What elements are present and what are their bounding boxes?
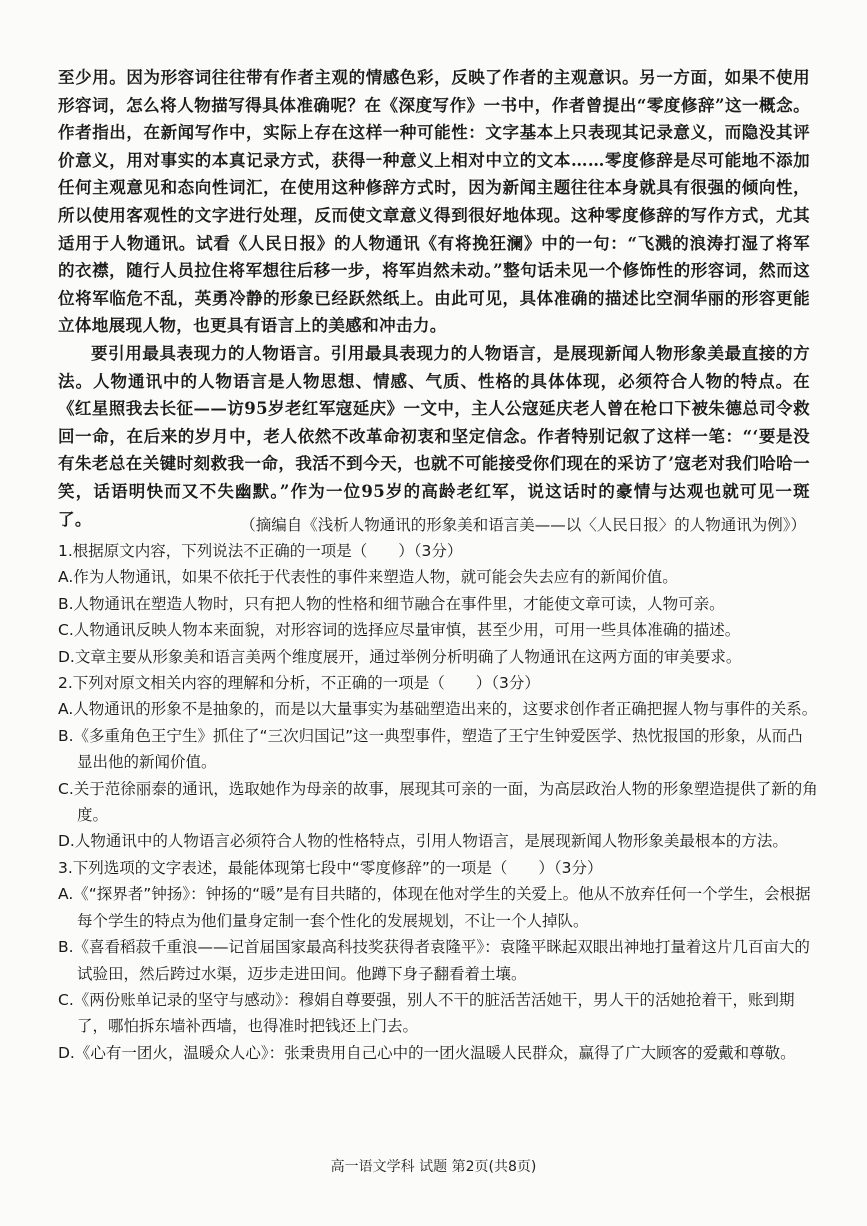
option-b: B.《多重角色王宁生》抓住了“三次归国记”这一典型事件，塑造了王宁生钟爱医学、热忱报国的形象，从而凸显出他的新闻价值。 bbox=[58, 726, 803, 772]
question-2 bbox=[58, 670, 818, 855]
option-d: D.人物通讯中的人物语言必须符合人物的性格特点，引用人物语言，是展现新闻人物形象美最根本的方法。 bbox=[58, 832, 788, 851]
question-list bbox=[58, 538, 818, 1066]
passage-source: （摘编自《浅析人物通讯的形象美和语言美——以〈人民日报〉的人物通讯为例》） bbox=[240, 516, 806, 534]
page-footer: 高一语文学科 试题 第2页(共8页) bbox=[330, 1159, 537, 1175]
option-d: D.《心有一团火，温暖众人心》：张秉贵用自己心中的一团火温暖人民群众，赢得了广大顾客的爱戴和尊敬。 bbox=[58, 1043, 796, 1062]
option-a: A.《“探界者”钟扬》：钟扬的“暖”是有目共睹的，体现在他对学生的关爱上。他从不放弃任何一个学生，会根据每个学生的特点为他们量身定制一套个性化的发展规划，不让一个人掉队。 bbox=[58, 885, 811, 930]
passage-paragraph: 至少用。因为形容词往往带有作者主观的情感色彩，反映了作者的主观意识。另一方面，如果不使用形容词，怎么将人物描写得具体准确呢？在《深度写作》一书中，作者曾提出“零度修辞”这一概念。作者指出，在新闻写作中，实际上存在这样一种可能性：文字基本上只表现其记录意义，而隐没其评价意义，用对事实的本真记录方式，获得一种意义上相对中立的文本……零度修辞是尽可能地不添加任何主观意见和态向性词汇，在使用这种修辞方式时，因为新闻主题往往本身就具有很强的倾向性，所以使用客观性的文字进行处理，反而使文章意义得到很好地体现。这种零度修辞的写作方式，尤其适用于人物通讯。试看《人民日报》的人物通讯《有将挽狂澜》中的一句：“飞溅的浪涛打湿了将军的衣襟，随行人员拉住将军想往后移一步，将军岿然未动。”整句话未见一个修饰性的形容词，然而这位将军临危不乱，英勇冷静的形象已经跃然纸上。由此可见，具体准确的描述比空洞华丽的形容更能立体地展现人物，也更具有语言上的美感和冲击力。 bbox=[58, 68, 810, 336]
passage-paragraph: 要引用最具表现力的人物语言。引用最具表现力的人物语言，是展现新闻人物形象美最直接的方法。人物通讯中的人物语言是人物思想、情感、气质、性格的具体体现，必须符合人物的特点。在《红星照我去长征——访95岁老红军寇延庆》一文中，主人公寇延庆老人曾在枪口下被朱德总司令救回一命，在后来的岁月中，老人依然不改革命初衷和坚定信念。作者特别记叙了这样一笔：“‘要是没有朱老总在关键时刻救我一命，我活不到今天，也就不可能接受你们现在的采访了’寇老对我们哈哈一笑，话语明快而又不失幽默。”作为一位95岁的高龄老红军，说这话时的豪情与达观也就可见一斑了。 bbox=[58, 343, 810, 529]
question-stem: 1.根据原文内容，下列说法不正确的一项是（ ）（3分） bbox=[58, 542, 463, 560]
option-a: A.作为人物通讯，如果不依托于代表性的事件来塑造人物，就可能会失去应有的新闻价值。 bbox=[58, 568, 678, 587]
question-stem: 2.下列对原文相关内容的理解和分析，不正确的一项是（ ）（3分） bbox=[58, 674, 540, 693]
reading-passage bbox=[58, 64, 810, 533]
option-d: D.文章主要从形象美和语言美两个维度展开，通过举例分析明确了人物通讯在这两方面的审美要求。 bbox=[58, 647, 742, 666]
option-c: C.《两份账单记录的坚守与感动》：穆娟自尊要强，别人不干的脏活苦活她干，男人干的活她抢着干，账到期了，哪怕拆东墙补西墙，也得准时把钱还上门去。 bbox=[58, 990, 795, 1036]
option-c: C.人物通讯反映人物本来面貌，对形容词的选择应尽量审慎，甚至少用，可用一些具体准确的描述。 bbox=[58, 621, 741, 640]
option-b: B.《喜看稻菽千重浪——记首届国家最高科技奖获得者袁隆平》：袁隆平眯起双眼出神地打量着这片几百亩大的试验田，然后跨过水渠，迈步走进田间。他蹲下身子翻看着土壤。 bbox=[58, 938, 810, 983]
question-3 bbox=[58, 855, 818, 1066]
option-b: B.人物通讯在塑造人物时，只有把人物的性格和细节融合在事件里，才能使文章可读，人物可亲。 bbox=[58, 594, 725, 613]
option-a: A.人物通讯的形象不是抽象的，而是以大量事实为基础塑造出来的，这要求创作者正确把握人物与事件的关系。 bbox=[58, 700, 818, 719]
question-stem: 3.下列选项的文字表述，最能体现第七段中“零度修辞”的一项是（ ）（3分） bbox=[58, 858, 603, 877]
question-1 bbox=[58, 538, 818, 670]
option-c: C.关于范徐丽泰的通讯，选取她作为母亲的故事，展现其可亲的一面，为高层政治人物的形象塑造提供了新的角度。 bbox=[58, 779, 818, 825]
